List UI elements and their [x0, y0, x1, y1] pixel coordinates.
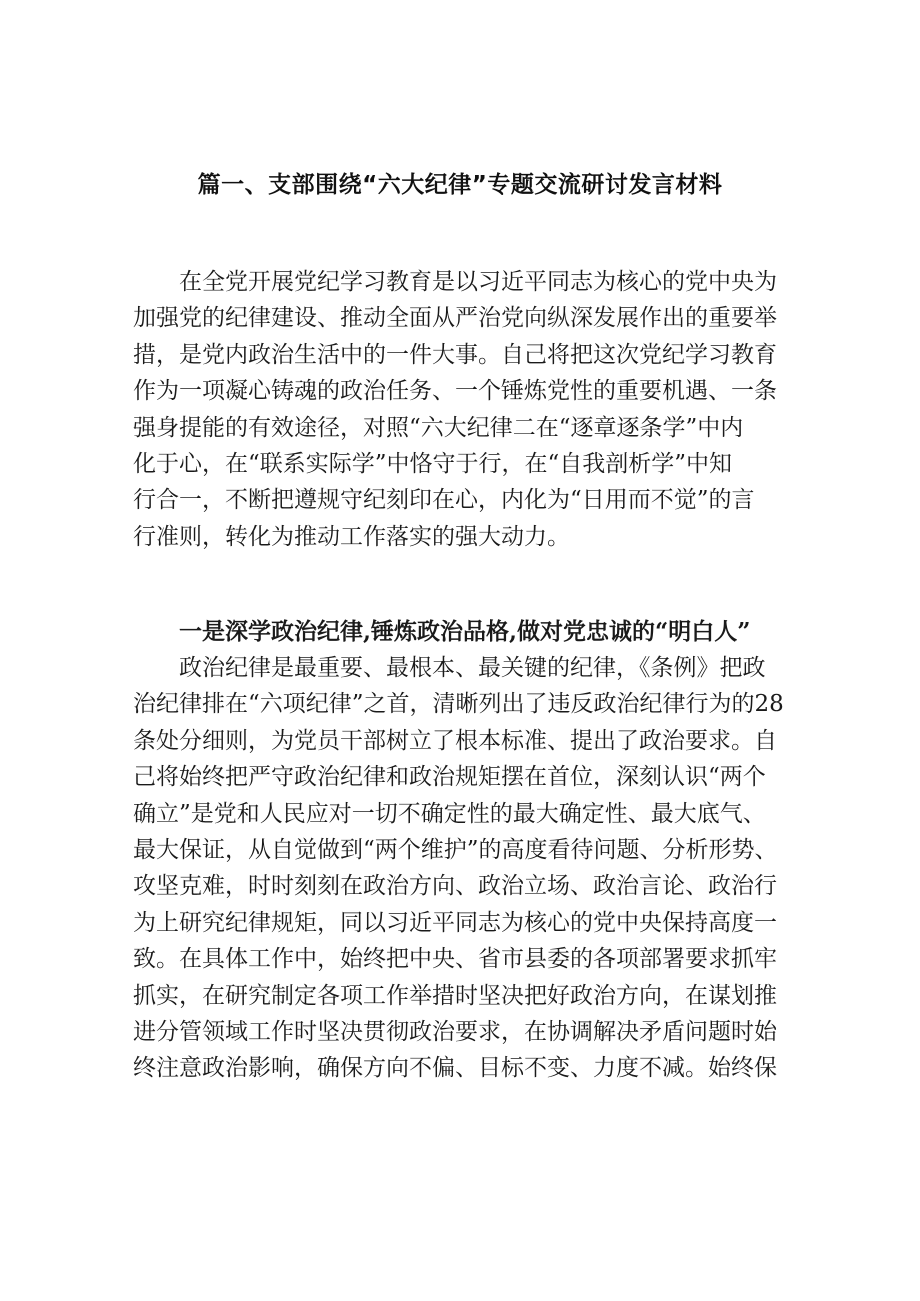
text-line: 己将始终把严守政治纪律和政治规矩摆在首位，深刻认识“两个 [133, 764, 766, 791]
text-line: 政治纪律是最重要、最根本、最关键的纪律，《条例》把政 [133, 655, 766, 681]
text-line: 致。在具体工作中，始终把中央、省市县委的各项部署要求抓牢 [133, 946, 777, 973]
text-line: 为上研究纪律规矩，同以习近平同志为核心的党中央保持高度一 [133, 909, 777, 936]
text-line: 治纪律排在“六项纪律”之首，清晰列出了违反政治纪律行为的28 [133, 691, 784, 718]
text-line: 加强党的纪律建设、推动全面从严治党向纵深发展作出的重要举 [133, 305, 777, 332]
text-line: 措，是党内政治生活中的一件大事。自己将把这次党纪学习教育 [133, 341, 777, 368]
section-heading-line: 一是深学政治纪律,锤炼政治品格,做对党忠诚的“明白人” [133, 618, 751, 645]
text-line: 攻坚克难，时时刻刻在政治方向、政治立场、政治言论、政治行 [133, 873, 777, 900]
section-heading [133, 614, 793, 650]
text-line: 终注意政治影响，确保方向不偏、目标不变、力度不减。始终保 [133, 1055, 777, 1082]
text-line: 最大保证，从自觉做到“两个维护”的高度看待问题、分析形势、 [133, 836, 778, 863]
text-line: 抓实，在研究制定各项工作举措时坚决把好政治方向，在谋划推 [133, 982, 777, 1009]
text-line: 化于心，在“联系实际学”中恪守于行，在“自我剖析学”中知 [133, 450, 733, 477]
text-line: 作为一项凝心铸魂的政治任务、一个锤炼党性的重要机遇、一条 [133, 378, 777, 405]
text-line: 条处分细则，为党员干部树立了根本标准、提出了政治要求。自 [133, 727, 777, 754]
text-line: 行合一，不断把遵规守纪刻印在心，内化为“日用而不觉”的言 [133, 487, 755, 514]
section-paragraph [133, 650, 793, 1087]
text-line: 强身提能的有效途径，对照“六大纪律二在“逐章逐条学”中内 [133, 414, 744, 441]
text-line: 进分管领域工作时坚决贯彻政治要求，在协调解决矛盾问题时始 [133, 1018, 777, 1045]
text-line: 行准则，转化为推动工作落实的强大动力。 [133, 523, 570, 550]
text-line: 在全党开展党纪学习教育是以习近平同志为核心的党中央为 [133, 269, 777, 295]
intro-paragraph [133, 264, 793, 555]
document-title: 篇一、支部围绕“六大纪律”专题交流研讨发言材料 [197, 172, 723, 198]
text-line: 确立”是党和人民应对一切不确定性的最大确定性、最大底气、 [133, 800, 766, 827]
